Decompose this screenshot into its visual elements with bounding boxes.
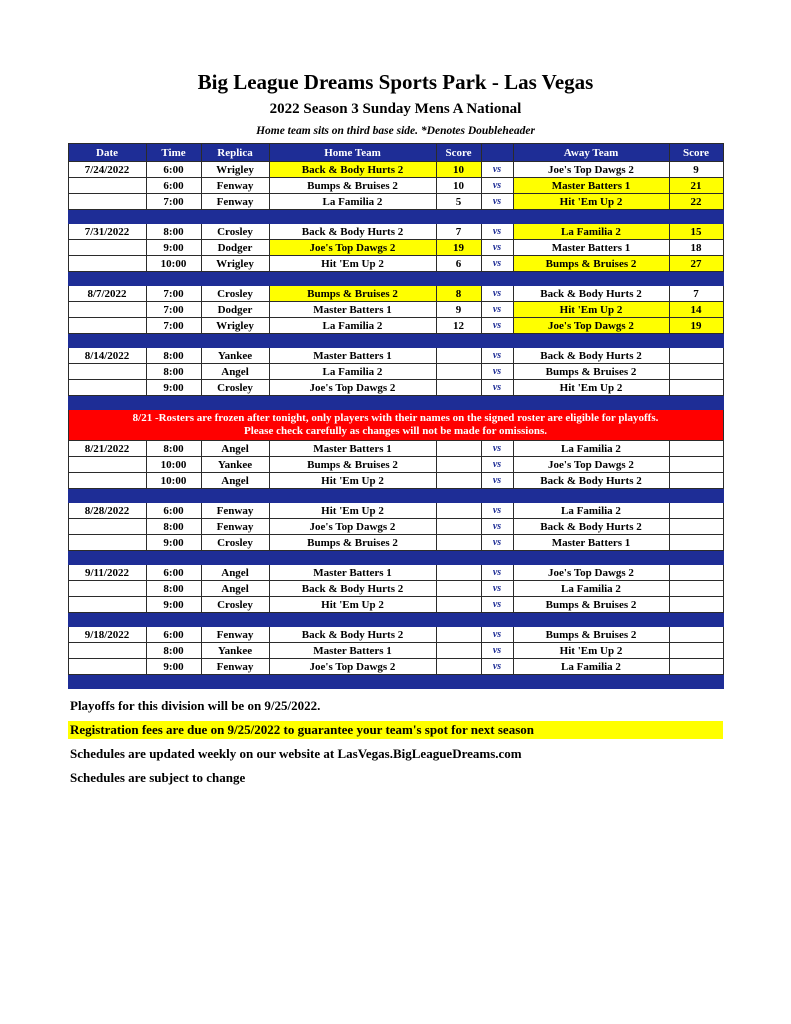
- date-cell: [68, 597, 146, 613]
- notice-row: [68, 410, 723, 441]
- away-score-cell: [669, 597, 723, 613]
- date-cell: 8/28/2022: [68, 503, 146, 519]
- game-row: [68, 256, 723, 272]
- away-score-cell: [669, 473, 723, 489]
- replica-cell: Crosley: [201, 224, 269, 240]
- away-score-cell: 22: [669, 194, 723, 210]
- vs-cell: vs: [481, 519, 513, 535]
- game-row: [68, 581, 723, 597]
- away-score-cell: 21: [669, 178, 723, 194]
- home-team-cell: Hit 'Em Up 2: [269, 503, 436, 519]
- away-team-cell: Bumps & Bruises 2: [513, 597, 669, 613]
- time-cell: 10:00: [146, 256, 201, 272]
- date-cell: [68, 659, 146, 675]
- spacer-row: [68, 272, 723, 286]
- date-cell: 9/18/2022: [68, 627, 146, 643]
- away-team-cell: Bumps & Bruises 2: [513, 256, 669, 272]
- date-cell: [68, 302, 146, 318]
- game-row: [68, 643, 723, 659]
- home-score-cell: 8: [436, 286, 481, 302]
- away-score-cell: 27: [669, 256, 723, 272]
- home-team-cell: Back & Body Hurts 2: [269, 627, 436, 643]
- home-score-cell: [436, 643, 481, 659]
- home-score-cell: [436, 535, 481, 551]
- page-title: Big League Dreams Sports Park - Las Vegas: [197, 70, 594, 94]
- vs-cell: vs: [481, 364, 513, 380]
- spacer-row: [68, 334, 723, 348]
- away-team-cell: Joe's Top Dawgs 2: [513, 457, 669, 473]
- replica-cell: Fenway: [201, 659, 269, 675]
- away-score-cell: [669, 380, 723, 396]
- away-team-cell: Hit 'Em Up 2: [513, 380, 669, 396]
- date-cell: [68, 535, 146, 551]
- vs-cell: vs: [481, 318, 513, 334]
- vs-cell: vs: [481, 503, 513, 519]
- date-cell: [68, 380, 146, 396]
- date-cell: [68, 178, 146, 194]
- home-score-cell: 19: [436, 240, 481, 256]
- time-cell: 8:00: [146, 224, 201, 240]
- vs-cell: vs: [481, 597, 513, 613]
- replica-cell: Angel: [201, 473, 269, 489]
- date-cell: [68, 194, 146, 210]
- time-cell: 7:00: [146, 286, 201, 302]
- away-score-cell: [669, 441, 723, 457]
- spacer-bar: [68, 675, 723, 689]
- time-cell: 9:00: [146, 240, 201, 256]
- home-score-cell: [436, 457, 481, 473]
- vs-cell: vs: [481, 627, 513, 643]
- away-score-cell: [669, 457, 723, 473]
- game-row: [68, 224, 723, 240]
- away-score-cell: 19: [669, 318, 723, 334]
- home-team-cell: Bumps & Bruises 2: [269, 178, 436, 194]
- replica-cell: Angel: [201, 364, 269, 380]
- replica-cell: Fenway: [201, 178, 269, 194]
- home-team-cell: Back & Body Hurts 2: [269, 581, 436, 597]
- home-team-cell: Bumps & Bruises 2: [269, 286, 436, 302]
- vs-cell: vs: [481, 194, 513, 210]
- replica-cell: Fenway: [201, 194, 269, 210]
- vs-cell: vs: [481, 457, 513, 473]
- home-score-cell: [436, 565, 481, 581]
- time-cell: 10:00: [146, 457, 201, 473]
- time-cell: 7:00: [146, 194, 201, 210]
- spacer-bar: [68, 396, 723, 410]
- date-cell: [68, 240, 146, 256]
- game-row: [68, 286, 723, 302]
- home-score-cell: [436, 441, 481, 457]
- time-cell: 7:00: [146, 318, 201, 334]
- game-row: [68, 380, 723, 396]
- spacer-row: [68, 396, 723, 410]
- time-cell: 8:00: [146, 348, 201, 364]
- home-team-cell: Joe's Top Dawgs 2: [269, 380, 436, 396]
- away-score-cell: [669, 519, 723, 535]
- game-row: [68, 565, 723, 581]
- vs-cell: vs: [481, 473, 513, 489]
- away-score-cell: 14: [669, 302, 723, 318]
- date-cell: [68, 256, 146, 272]
- away-team-cell: La Familia 2: [513, 659, 669, 675]
- vs-cell: vs: [481, 256, 513, 272]
- away-team-cell: La Familia 2: [513, 581, 669, 597]
- away-team-cell: Joe's Top Dawgs 2: [513, 318, 669, 334]
- home-team-cell: Master Batters 1: [269, 302, 436, 318]
- spacer-row: [68, 675, 723, 689]
- spacer-bar: [68, 334, 723, 348]
- away-score-cell: 15: [669, 224, 723, 240]
- replica-cell: Wrigley: [201, 162, 269, 178]
- game-row: [68, 597, 723, 613]
- time-cell: 8:00: [146, 519, 201, 535]
- vs-cell: vs: [481, 302, 513, 318]
- footer-line: Schedules are updated weekly on our website at LasVegas.BigLeagueDreams.com: [70, 746, 522, 761]
- home-score-cell: 5: [436, 194, 481, 210]
- date-cell: 7/24/2022: [68, 162, 146, 178]
- spacer-bar: [68, 551, 723, 565]
- date-cell: 8/14/2022: [68, 348, 146, 364]
- home-team-cell: Joe's Top Dawgs 2: [269, 659, 436, 675]
- away-score-cell: 9: [669, 162, 723, 178]
- home-team-cell: Hit 'Em Up 2: [269, 473, 436, 489]
- home-score-cell: [436, 597, 481, 613]
- vs-cell: vs: [481, 441, 513, 457]
- home-score-cell: [436, 659, 481, 675]
- date-cell: 8/7/2022: [68, 286, 146, 302]
- game-row: [68, 473, 723, 489]
- date-cell: [68, 643, 146, 659]
- replica-cell: Crosley: [201, 380, 269, 396]
- away-score-cell: [669, 535, 723, 551]
- home-score-cell: [436, 348, 481, 364]
- game-row: [68, 162, 723, 178]
- away-team-cell: La Familia 2: [513, 441, 669, 457]
- column-header: Score: [436, 144, 481, 162]
- home-team-cell: La Familia 2: [269, 364, 436, 380]
- home-score-cell: [436, 364, 481, 380]
- vs-cell: vs: [481, 659, 513, 675]
- spacer-bar: [68, 613, 723, 627]
- home-team-cell: Master Batters 1: [269, 441, 436, 457]
- date-cell: [68, 473, 146, 489]
- replica-cell: Wrigley: [201, 318, 269, 334]
- replica-cell: Yankee: [201, 457, 269, 473]
- away-score-cell: [669, 565, 723, 581]
- game-row: [68, 302, 723, 318]
- away-team-cell: Back & Body Hurts 2: [513, 473, 669, 489]
- home-team-cell: La Familia 2: [269, 318, 436, 334]
- replica-cell: Fenway: [201, 627, 269, 643]
- date-cell: 9/11/2022: [68, 565, 146, 581]
- replica-cell: Dodger: [201, 302, 269, 318]
- away-team-cell: Hit 'Em Up 2: [513, 643, 669, 659]
- replica-cell: Crosley: [201, 597, 269, 613]
- vs-cell: vs: [481, 240, 513, 256]
- column-header: Time: [146, 144, 201, 162]
- home-team-cell: Hit 'Em Up 2: [269, 256, 436, 272]
- time-cell: 9:00: [146, 659, 201, 675]
- home-team-cell: Back & Body Hurts 2: [269, 162, 436, 178]
- home-team-cell: Bumps & Bruises 2: [269, 457, 436, 473]
- home-team-cell: Master Batters 1: [269, 565, 436, 581]
- time-cell: 8:00: [146, 441, 201, 457]
- vs-cell: vs: [481, 535, 513, 551]
- home-score-cell: 12: [436, 318, 481, 334]
- time-cell: 9:00: [146, 535, 201, 551]
- date-cell: [68, 318, 146, 334]
- replica-cell: Fenway: [201, 519, 269, 535]
- away-score-cell: [669, 659, 723, 675]
- away-score-cell: [669, 643, 723, 659]
- column-header: Date: [68, 144, 146, 162]
- date-cell: [68, 581, 146, 597]
- game-row: [68, 627, 723, 643]
- away-team-cell: Joe's Top Dawgs 2: [513, 565, 669, 581]
- home-score-cell: 6: [436, 256, 481, 272]
- time-cell: 6:00: [146, 178, 201, 194]
- away-team-cell: La Familia 2: [513, 503, 669, 519]
- game-row: [68, 318, 723, 334]
- vs-cell: vs: [481, 581, 513, 597]
- away-team-cell: Bumps & Bruises 2: [513, 364, 669, 380]
- home-score-cell: 10: [436, 162, 481, 178]
- away-team-cell: La Familia 2: [513, 224, 669, 240]
- home-score-cell: [436, 627, 481, 643]
- home-score-cell: 7: [436, 224, 481, 240]
- game-row: [68, 659, 723, 675]
- spacer-bar: [68, 210, 723, 224]
- replica-cell: Dodger: [201, 240, 269, 256]
- time-cell: 6:00: [146, 503, 201, 519]
- spacer-bar: [68, 489, 723, 503]
- game-row: [68, 240, 723, 256]
- away-score-cell: 7: [669, 286, 723, 302]
- home-score-cell: [436, 380, 481, 396]
- game-row: [68, 348, 723, 364]
- home-score-cell: 10: [436, 178, 481, 194]
- spacer-bar: [68, 272, 723, 286]
- away-team-cell: Master Batters 1: [513, 178, 669, 194]
- vs-cell: vs: [481, 643, 513, 659]
- home-team-cell: Joe's Top Dawgs 2: [269, 240, 436, 256]
- page-subtitle: 2022 Season 3 Sunday Mens A National: [269, 101, 522, 117]
- footer-line: Registration fees are due on 9/25/2022 to guarantee your team's spot for next season: [68, 721, 723, 739]
- time-cell: 10:00: [146, 473, 201, 489]
- away-score-cell: [669, 364, 723, 380]
- away-score-cell: [669, 503, 723, 519]
- replica-cell: Wrigley: [201, 256, 269, 272]
- spacer-row: [68, 613, 723, 627]
- away-score-cell: [669, 348, 723, 364]
- replica-cell: Crosley: [201, 286, 269, 302]
- home-score-cell: [436, 519, 481, 535]
- date-cell: [68, 457, 146, 473]
- away-team-cell: Back & Body Hurts 2: [513, 519, 669, 535]
- date-cell: [68, 364, 146, 380]
- away-team-cell: Back & Body Hurts 2: [513, 286, 669, 302]
- table-header-row: [68, 144, 723, 162]
- vs-cell: vs: [481, 162, 513, 178]
- away-score-cell: 18: [669, 240, 723, 256]
- home-team-cell: Hit 'Em Up 2: [269, 597, 436, 613]
- page-note: Home team sits on third base side. *Denotes Doubleheader: [256, 125, 535, 137]
- home-team-cell: Master Batters 1: [269, 643, 436, 659]
- game-row: [68, 535, 723, 551]
- notice-line: 8/21 -Rosters are frozen after tonight, only players with their names on the signed roster are eligible for playoffs.: [132, 412, 659, 424]
- game-row: [68, 519, 723, 535]
- vs-cell: vs: [481, 380, 513, 396]
- date-cell: 7/31/2022: [68, 224, 146, 240]
- away-team-cell: Master Batters 1: [513, 240, 669, 256]
- away-team-cell: Back & Body Hurts 2: [513, 348, 669, 364]
- time-cell: 8:00: [146, 643, 201, 659]
- time-cell: 7:00: [146, 302, 201, 318]
- away-score-cell: [669, 627, 723, 643]
- game-row: [68, 178, 723, 194]
- column-header: Replica: [201, 144, 269, 162]
- replica-cell: Yankee: [201, 348, 269, 364]
- spacer-row: [68, 210, 723, 224]
- home-team-cell: Bumps & Bruises 2: [269, 535, 436, 551]
- date-cell: 8/21/2022: [68, 441, 146, 457]
- replica-cell: Fenway: [201, 503, 269, 519]
- spacer-row: [68, 551, 723, 565]
- vs-cell: vs: [481, 286, 513, 302]
- column-header: Score: [669, 144, 723, 162]
- away-team-cell: Hit 'Em Up 2: [513, 302, 669, 318]
- footer-line: Playoffs for this division will be on 9/25/2022.: [70, 698, 321, 713]
- roster-freeze-notice: [68, 410, 723, 441]
- footer-notes: [68, 697, 723, 787]
- away-team-cell: Joe's Top Dawgs 2: [513, 162, 669, 178]
- time-cell: 9:00: [146, 380, 201, 396]
- home-team-cell: Back & Body Hurts 2: [269, 224, 436, 240]
- time-cell: 9:00: [146, 597, 201, 613]
- game-row: [68, 457, 723, 473]
- game-row: [68, 503, 723, 519]
- game-row: [68, 194, 723, 210]
- vs-cell: vs: [481, 224, 513, 240]
- date-cell: [68, 519, 146, 535]
- time-cell: 6:00: [146, 162, 201, 178]
- vs-cell: vs: [481, 565, 513, 581]
- footer-line: Schedules are subject to change: [70, 770, 246, 785]
- replica-cell: Angel: [201, 441, 269, 457]
- away-score-cell: [669, 581, 723, 597]
- time-cell: 6:00: [146, 627, 201, 643]
- schedule-table: [68, 143, 724, 689]
- replica-cell: Crosley: [201, 535, 269, 551]
- home-team-cell: Master Batters 1: [269, 348, 436, 364]
- time-cell: 8:00: [146, 364, 201, 380]
- column-header: Away Team: [513, 144, 669, 162]
- replica-cell: Angel: [201, 565, 269, 581]
- replica-cell: Angel: [201, 581, 269, 597]
- home-score-cell: [436, 581, 481, 597]
- spacer-row: [68, 489, 723, 503]
- notice-line: Please check carefully as changes will not be made for omissions.: [244, 425, 547, 437]
- game-row: [68, 364, 723, 380]
- away-team-cell: Master Batters 1: [513, 535, 669, 551]
- column-header: Home Team: [269, 144, 436, 162]
- home-team-cell: La Familia 2: [269, 194, 436, 210]
- time-cell: 6:00: [146, 565, 201, 581]
- home-score-cell: 9: [436, 302, 481, 318]
- column-header: [481, 144, 513, 162]
- home-score-cell: [436, 503, 481, 519]
- vs-cell: vs: [481, 178, 513, 194]
- replica-cell: Yankee: [201, 643, 269, 659]
- home-team-cell: Joe's Top Dawgs 2: [269, 519, 436, 535]
- home-score-cell: [436, 473, 481, 489]
- time-cell: 8:00: [146, 581, 201, 597]
- vs-cell: vs: [481, 348, 513, 364]
- game-row: [68, 441, 723, 457]
- away-team-cell: Hit 'Em Up 2: [513, 194, 669, 210]
- away-team-cell: Bumps & Bruises 2: [513, 627, 669, 643]
